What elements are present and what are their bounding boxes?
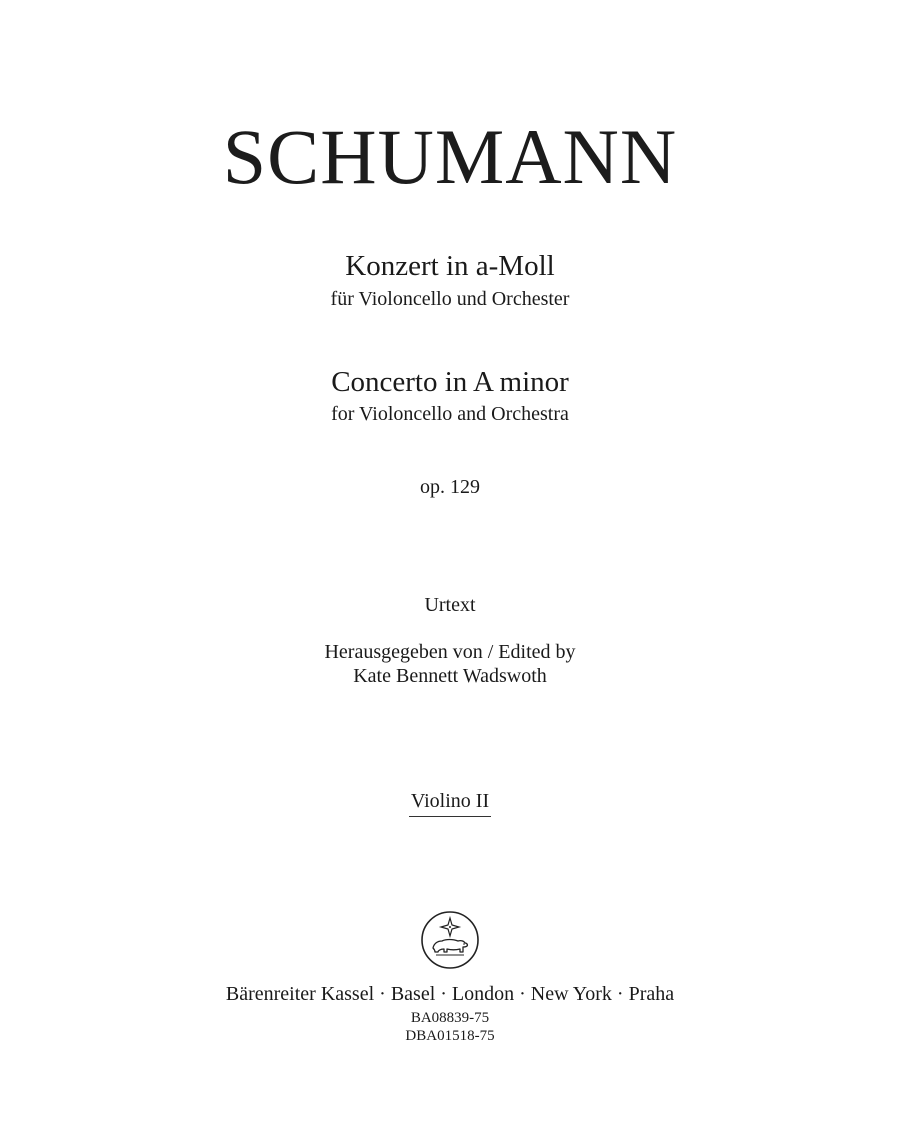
publisher-imprint: Bärenreiter Kassel · Basel · London · New York · Praha	[225, 983, 675, 1005]
composer-name: SCHUMANN	[222, 113, 678, 200]
work-subtitle-german: für Violoncello und Orchester	[330, 288, 570, 310]
work-subtitle-english: for Violoncello and Orchestra	[331, 403, 569, 425]
editor-name: Kate Bennett Wadswoth	[353, 665, 547, 687]
edition-type: Urtext	[424, 594, 476, 616]
catalog-number: BA08839-75	[410, 1010, 490, 1026]
edited-by-label: Herausgegeben von / Edited by	[324, 641, 576, 663]
part-name: Violino II	[409, 791, 491, 817]
baerenreiter-bear-logo-icon	[420, 910, 480, 970]
part-label	[0, 791, 900, 817]
opus-number: op. 129	[420, 476, 480, 498]
work-title-german: Konzert in a-Moll	[345, 250, 555, 282]
work-title-english: Concerto in A minor	[331, 366, 569, 398]
catalog-number-secondary: DBA01518-75	[405, 1028, 495, 1044]
